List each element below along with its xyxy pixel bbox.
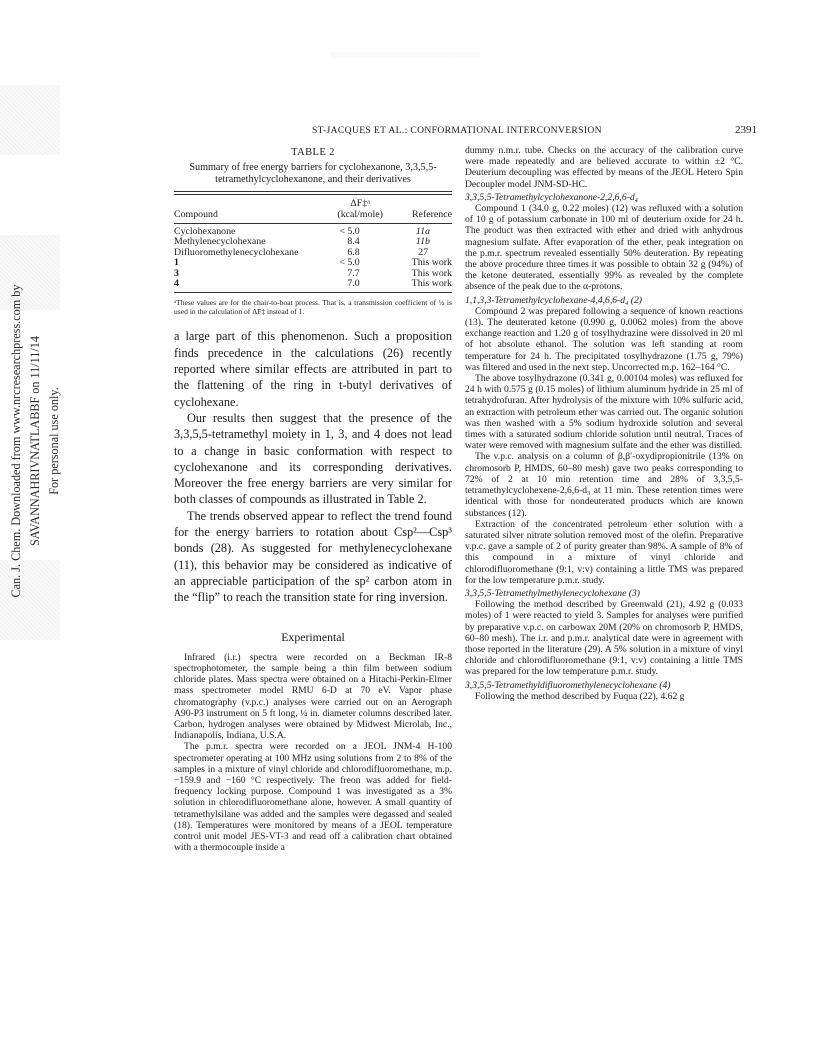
cell-reference: 11b <box>415 236 430 248</box>
paragraph: Infrared (i.r.) spectra were recorded on a Beckman IR-8 spectrophotometer, the sample being a thin film between sodium chloride plates. Mass spectra were obtained on a Hitachi-Perkin-Elmer mass spectrometer model RMU 6-D at 70 eV. Vapor phase chromatography (v.p.c.) analyses were carried out on an Aerograph A90-P3 instrument on 5 ft long, ¼ in. diameter columns described later. Carbon, hydrogen analyses were obtained by Midwest Microlab, Inc., Indianapolis, Indiana, U.S.A. <box>174 651 452 742</box>
left-column <box>174 145 452 853</box>
header-energy <box>327 199 394 220</box>
table-header-row <box>174 199 452 220</box>
cell-energy: < 5.0 <box>339 226 360 238</box>
subsection-heading: 3,3,5,5-Tetramethylcyclohexanone-2,2,6,6-d₄ <box>465 191 638 203</box>
table-row <box>174 269 452 279</box>
section-heading: Experimental <box>281 629 345 644</box>
header-energy-unit: (kcal/mole) <box>337 208 383 220</box>
cell-compound: 1 <box>174 257 179 269</box>
header-compound: Compound <box>174 208 218 220</box>
subsection-heading: 3,3,5,5-Tetramethylmethylenecyclohexane (3) <box>465 587 640 599</box>
cell-compound: 4 <box>174 278 179 290</box>
header-energy-symbol: ΔF‡ᵃ <box>350 198 370 210</box>
page-number: 2391 <box>735 124 757 136</box>
download-notice-line: For personal use only. <box>47 387 61 495</box>
running-head: ST-JACQUES ET AL.: CONFORMATIONAL INTERCONVERSION <box>312 125 602 136</box>
paragraph: Compound 2 was prepared following a sequence of known reactions (13). The deuterated ketone (0.990 g, 0.0062 moles) from the above exchange reaction and 1.20 g of tosylhydrazine were dissolved in 20 ml of hot absolute ethanol. The solution was left standing at room temperature for 24 h. The precipitated tosylhydrazone (1.75 g, 79%) was filtered and used in the next step. Uncorrected m.p. 162–164 °C. <box>465 305 743 373</box>
table-row <box>174 279 452 289</box>
subsection-heading: 3,3,5,5-Tetramethyldifluoromethylenecyclohexane (4) <box>465 679 671 691</box>
cell-reference: 11a <box>415 226 430 238</box>
paragraph: The above tosylhydrazone (0.341 g, 0.00104 moles) was refluxed for 24 h with 0.575 g (0.15 moles) of lithium aluminum hydride in 25 ml of tetrahydrofuran. After hydrolysis of the mixture with 10% sulfuric acid, an extraction with petroleum ether was carried out. The organic solution was then washed with a 5% sodium hydroxide solution and several times with a saturated sodium chloride solution until neutral. Traces of water were removed with magnesium sulfate and the ether was distilled. <box>465 373 743 452</box>
cell-reference: This work <box>411 257 452 269</box>
cell-reference: This work <box>411 267 452 279</box>
table-top-rule <box>174 194 452 195</box>
scan-noise-top <box>330 52 480 58</box>
table-title: TABLE 2 <box>291 147 335 158</box>
paragraph: a large part of this phenomenon. Such a proposition finds precedence in the calculations (26) recently reported where similar effects are attributed in part to the flattening of the ring in t-butyl derivatives of cyclohexane. <box>174 329 452 409</box>
cell-reference: This work <box>411 278 452 290</box>
cell-compound: 3 <box>174 267 179 279</box>
paragraph: Our results then suggest that the presence of the 3,3,5,5-tetramethyl moiety in 1, 3, and 4 does not lead to a change in basic conformation with respect to cyclohexanone and its corresponding derivatives. Moreover the free energy barriers are very similar for both classes of compounds as illustrated in Table 2. <box>174 410 452 507</box>
download-notice-line: Can. J. Chem. Downloaded from www.nrcresearchpress.com by SAVANNAHRIVNATLABBF on 11/11/14 <box>9 284 42 598</box>
energy-barrier-body <box>174 227 452 289</box>
cell-energy: 8.4 <box>347 236 360 248</box>
cell-compound: Cyclohexanone <box>174 226 236 238</box>
cell-compound: Methylenecyclohexane <box>174 236 266 248</box>
paragraph: dummy n.m.r. tube. Checks on the accuracy of the calibration curve were made repeatedly and are believed accurate to within ±2 °C. Deuterium decoupling was effected by means of the JEOL Hetero Spin Decoupler model JNM-SD-HC. <box>465 145 743 190</box>
cell-compound: Difluoromethylenecyclohexane <box>174 246 299 258</box>
cell-energy: < 5.0 <box>339 257 360 269</box>
table-footnote: ᵃThese values are for the chair-to-boat process. That is, a transmission coefficient of ½ is used in the calculation of ΔF‡ instead of 1. <box>174 298 452 317</box>
paragraph: Following the method described by Greenwald (21), 4.92 g (0.033 moles) of 1 were reacted to yield 3. Samples for analyses were purified by preparative v.p.c. on carbowax 20M (20% on chromosorb P, HMDS, 60–80 mesh). The i.r. and p.m.r. analytical date were in agreement with those reported in the literature (29). A 5% solution in a mixture of vinyl chloride and chlorodifluoromethane (9:1, v:v) containing a little TMS was prepared for the low temperature p.m.r. study. <box>465 599 743 678</box>
energy-barrier-table <box>174 199 452 220</box>
paragraph: Following the method described by Fuqua (22), 4.62 g <box>475 690 685 702</box>
paragraph: The trends observed appear to reflect the trend found for the energy barriers to rotation about Csp²—Csp³ bonds (28). As suggested for methylenecyclohexane (11), this behavior may be considered as indicative of an appreciable participation of the sp² carbon atom in the “flip” to reach the transition state for ring inversion. <box>174 508 452 605</box>
table-caption: Summary of free energy barriers for cyclohexanone, 3,3,5,5-tetramethylcyclohexanone, and their derivatives <box>189 162 437 186</box>
scan-noise-left <box>0 85 60 155</box>
table-row <box>174 248 452 258</box>
table-header-rule <box>174 223 452 224</box>
cell-energy: 6.8 <box>347 246 360 258</box>
cell-energy: 7.7 <box>347 267 360 279</box>
table-row <box>174 258 452 268</box>
cell-energy: 7.0 <box>347 278 360 290</box>
right-column <box>465 145 743 702</box>
table-bottom-rule <box>174 292 452 293</box>
download-notice <box>7 236 61 646</box>
paragraph: The p.m.r. spectra were recorded on a JEOL JNM-4 H-100 spectrometer operating at 100 MHz using solutions from 2 to 8% of the samples in a mixture of vinyl chloride and chlorodifluoromethane, m.p. −159.9 and −160 °C respectively. The freon was added for field-frequency locking purpose. Compound 1 was investigated as a 3% solution in chlorodifluoromethane alone, however. A small quantity of tetramethylsilane was added and the samples were degassed and sealed (18). Temperatures were monitored by means of a JEOL temperature control unit model JES-VT-3 and read off a calibration chart obtained with a thermocouple inside a <box>174 741 452 854</box>
table-top-rule <box>174 191 452 192</box>
paragraph: Extraction of the concentrated petroleum ether solution with a saturated silver nitrate solution removed most of the olefin. Preparative v.p.c. gave a sample of 2 of purity greater than 98%. A sample of 8% of this compound in a mixture of vinyl chloride and chlorodifluoromethane (9:1, v:v) containing a little TMS was prepared for the low temperature p.m.r. study. <box>465 518 743 586</box>
paragraph: The v.p.c. analysis on a column of β,β′-oxydipropionitrile (13% on chromosorb P, HMDS, 60–80 mesh) gave two peaks corresponding to 72% of 2 at 10 min retention time and 28% of 3,3,5,5-tetramethylcyclohexene-2,6,6-d₃ at 11 min. These retention times were identical with those for nondeuterated products which are known substances (12). <box>465 451 743 519</box>
paragraph: Compound 1 (34.0 g, 0.22 moles) (12) was refluxed with a solution of 10 g of potassium carbonate in 100 ml of deuterium oxide for 24 h. The product was then extracted with ether and dried with anhydrous magnesium sulfate. After evaporation of the ether, peak integration on the p.m.r. spectrum revealed essentially 50% deuteration. By repeating the above procedure three times it was possible to obtain 32 g (94%) of the ketone deuterated, essentially 99% as revealed by the complete absence of the peak due to the α-protons. <box>465 203 743 293</box>
cell-reference: 27 <box>418 246 428 258</box>
header-reference: Reference <box>411 208 452 220</box>
subsection-heading: 1,1,3,3-Tetramethylcyclohexane-4,4,6,6-d₄ (2) <box>465 294 642 306</box>
